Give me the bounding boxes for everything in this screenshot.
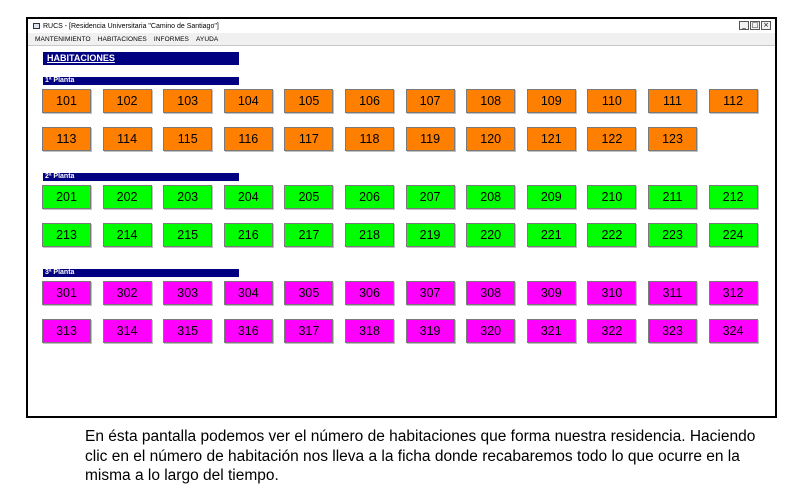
room-button-304[interactable]: 304 (224, 281, 273, 305)
room-button-320[interactable]: 320 (466, 319, 515, 343)
page-title: HABITACIONES (43, 52, 239, 65)
room-button-316[interactable]: 316 (224, 319, 273, 343)
title-bar (28, 19, 775, 33)
room-button-322[interactable]: 322 (587, 319, 636, 343)
window-title: RUCS - [Residencia Universitaria "Camino de Santiago"] (43, 22, 219, 30)
room-button-315[interactable]: 315 (163, 319, 212, 343)
room-button-314[interactable]: 314 (103, 319, 152, 343)
room-button-119[interactable]: 119 (406, 127, 455, 151)
room-button-220[interactable]: 220 (466, 223, 515, 247)
room-button-216[interactable]: 216 (224, 223, 273, 247)
room-button-208[interactable]: 208 (466, 185, 515, 209)
room-button-309[interactable]: 309 (527, 281, 576, 305)
menu-mantenimiento[interactable]: MANTENIMIENTO (35, 35, 91, 43)
room-button-120[interactable]: 120 (466, 127, 515, 151)
room-button-308[interactable]: 308 (466, 281, 515, 305)
room-button-224[interactable]: 224 (709, 223, 758, 247)
room-button-101[interactable]: 101 (42, 89, 91, 113)
room-button-219[interactable]: 219 (406, 223, 455, 247)
room-button-302[interactable]: 302 (103, 281, 152, 305)
room-button-210[interactable]: 210 (587, 185, 636, 209)
room-button-319[interactable]: 319 (406, 319, 455, 343)
room-button-117[interactable]: 117 (284, 127, 333, 151)
room-button-310[interactable]: 310 (587, 281, 636, 305)
room-button-205[interactable]: 205 (284, 185, 333, 209)
room-button-104[interactable]: 104 (224, 89, 273, 113)
room-button-202[interactable]: 202 (103, 185, 152, 209)
close-button[interactable]: × (761, 21, 771, 30)
room-button-122[interactable]: 122 (587, 127, 636, 151)
room-button-214[interactable]: 214 (103, 223, 152, 247)
room-button-317[interactable]: 317 (284, 319, 333, 343)
room-button-217[interactable]: 217 (284, 223, 333, 247)
room-button-209[interactable]: 209 (527, 185, 576, 209)
room-button-201[interactable]: 201 (42, 185, 91, 209)
room-button-108[interactable]: 108 (466, 89, 515, 113)
room-button-213[interactable]: 213 (42, 223, 91, 247)
room-button-221[interactable]: 221 (527, 223, 576, 247)
app-window (26, 17, 777, 418)
room-button-203[interactable]: 203 (163, 185, 212, 209)
menu-ayuda[interactable]: AYUDA (195, 35, 219, 43)
floor-header-1: 1ª Planta (43, 77, 239, 85)
room-button-303[interactable]: 303 (163, 281, 212, 305)
room-button-301[interactable]: 301 (42, 281, 91, 305)
room-button-306[interactable]: 306 (345, 281, 394, 305)
menu-habitaciones[interactable]: HABITACIONES (97, 35, 147, 43)
room-button-105[interactable]: 105 (284, 89, 333, 113)
room-button-307[interactable]: 307 (406, 281, 455, 305)
floor-header-2: 2ª Planta (43, 173, 239, 181)
room-button-106[interactable]: 106 (345, 89, 394, 113)
room-button-312[interactable]: 312 (709, 281, 758, 305)
room-button-115[interactable]: 115 (163, 127, 212, 151)
menu-informes[interactable]: INFORMES (153, 35, 189, 43)
room-button-111[interactable]: 111 (648, 89, 697, 113)
room-button-112[interactable]: 112 (709, 89, 758, 113)
app-icon (33, 23, 40, 29)
room-button-223[interactable]: 223 (648, 223, 697, 247)
room-button-305[interactable]: 305 (284, 281, 333, 305)
menu-bar (28, 33, 775, 46)
room-button-118[interactable]: 118 (345, 127, 394, 151)
room-button-121[interactable]: 121 (527, 127, 576, 151)
room-button-109[interactable]: 109 (527, 89, 576, 113)
caption-text: En ésta pantalla podemos ver el número de habitaciones que forma nuestra residencia. Haciendo clic en el número de habitación nos lleva a la ficha donde recabaremos todo lo que ocurre en la misma a lo largo del tiempo. (85, 428, 756, 484)
room-button-215[interactable]: 215 (163, 223, 212, 247)
minimize-button[interactable]: _ (739, 21, 749, 30)
room-button-212[interactable]: 212 (709, 185, 758, 209)
room-button-323[interactable]: 323 (648, 319, 697, 343)
maximize-button[interactable]: □ (751, 21, 759, 29)
room-button-211[interactable]: 211 (648, 185, 697, 209)
room-button-311[interactable]: 311 (648, 281, 697, 305)
room-button-113[interactable]: 113 (42, 127, 91, 151)
window-controls (739, 21, 771, 30)
room-button-116[interactable]: 116 (224, 127, 273, 151)
floor-header-3: 3ª Planta (43, 269, 239, 277)
room-button-206[interactable]: 206 (345, 185, 394, 209)
room-button-218[interactable]: 218 (345, 223, 394, 247)
room-button-114[interactable]: 114 (103, 127, 152, 151)
room-button-207[interactable]: 207 (406, 185, 455, 209)
room-button-324[interactable]: 324 (709, 319, 758, 343)
room-button-222[interactable]: 222 (587, 223, 636, 247)
room-button-318[interactable]: 318 (345, 319, 394, 343)
room-button-313[interactable]: 313 (42, 319, 91, 343)
room-button-321[interactable]: 321 (527, 319, 576, 343)
room-button-102[interactable]: 102 (103, 89, 152, 113)
room-button-204[interactable]: 204 (224, 185, 273, 209)
rooms-panel (28, 46, 775, 416)
room-button-103[interactable]: 103 (163, 89, 212, 113)
room-button-123[interactable]: 123 (648, 127, 697, 151)
room-button-110[interactable]: 110 (587, 89, 636, 113)
room-button-107[interactable]: 107 (406, 89, 455, 113)
